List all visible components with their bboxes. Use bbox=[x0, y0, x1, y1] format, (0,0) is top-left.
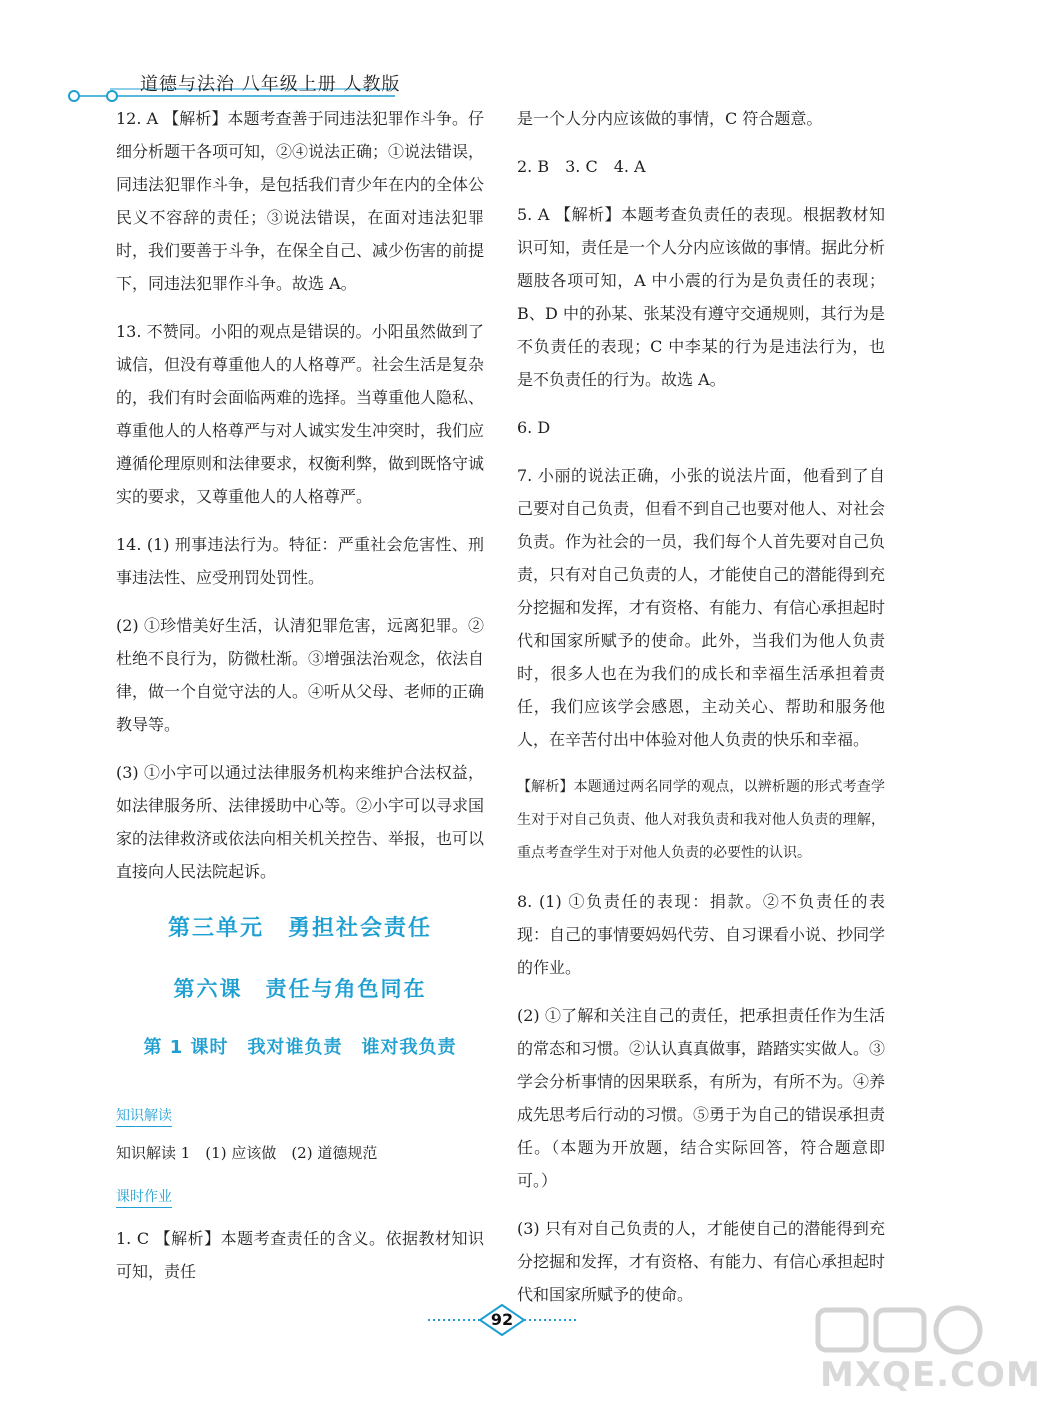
answer-8-1: 8. (1) ①负责任的表现：捐款。②不负责任的表现：自己的事情要妈妈代劳、自习课看小说、抄同学的作业。 bbox=[517, 892, 886, 977]
section-label-homework: 课时作业 bbox=[116, 1187, 172, 1208]
answer-13: 13. 不赞同。小阳的观点是错误的。小阳虽然做到了诚信，但没有尊重他人的人格尊严。社会生活是复杂的，我们有时会面临两难的选择。当尊重他人隐私、尊重他人的人格尊严与对人诚实发生冲突时，我们应遵循伦理原则和法律要求，权衡利弊，做到既恪守诚实的要求，又尊重他人的人格尊严。 bbox=[116, 322, 485, 506]
lesson-title: 第六课 责任与角色同在 bbox=[173, 977, 427, 1001]
section-label-knowledge: 知识解读 bbox=[116, 1106, 172, 1127]
watermark-text: MXQE.COM bbox=[820, 1355, 1041, 1395]
left-column bbox=[116, 102, 484, 1303]
answer-12: 12. A 【解析】本题考查善于同违法犯罪作斗争。仔细分析题干各项可知，②④说法正确；①说法错误，同违法犯罪作斗争，是包括我们青少年在内的全体公民义不容辞的责任；③说法错误，在面对违法犯罪时，我们要善于斗争，在保全自己、减少伤害的前提下，同违法犯罪作斗争。故选 A。 bbox=[116, 109, 485, 293]
page-header bbox=[0, 0, 1000, 110]
answer-8-2: (2) ①了解和关注自己的责任，把承担责任作为生活的常态和习惯。②认认真真做事，踏踏实实做人。③学会分析事情的因果联系，有所为，有所不为。④养成先思考后行动的习惯。⑤勇于为自己的错误承担责任。（本题为开放题，结合实际回答，符合题意即可。） bbox=[517, 1006, 886, 1190]
answer-14-3: (3) ①小宇可以通过法律服务机构来维护合法权益，如法律服务所、法律援助中心等。②小宇可以寻求国家的法律救济或依法向相关机关控告、举报，也可以直接向人民法院起诉。 bbox=[116, 763, 485, 881]
answer-5: 5. A 【解析】本题考查负责任的表现。根据教材知识可知，责任是一个人分内应该做的事情。据此分析题肢各项可知，A 中小震的行为是负责任的表现；B、D 中的孙某、张某没有遵守交通规则，其行为是不负责任的表现；C 中李某的行为是违法行为，也是不负责任的行为。故选 A。 bbox=[517, 205, 886, 389]
page-number: 92 bbox=[490, 1310, 514, 1329]
answer-8-3: (3) 只有对自己负责的人，才能使自己的潜能得到充分挖掘和发挥，才有资格、有能力、有信心承担起时代和国家所赋予的使命。 bbox=[517, 1219, 886, 1304]
answer-14-2: (2) ①珍惜美好生活，认清犯罪危害，远离犯罪。②杜绝不良行为，防微杜渐。③增强法治观念，依法自律，做一个自觉守法的人。④听从父母、老师的正确教导等。 bbox=[116, 616, 485, 734]
answer-2-4: 2. B 3. C 4. A bbox=[517, 157, 646, 176]
right-column bbox=[517, 102, 885, 1326]
answer-1: 1. C 【解析】本题考查责任的含义。依据教材知识可知，责任 bbox=[116, 1229, 484, 1281]
answer-6: 6. D bbox=[517, 418, 551, 437]
knowledge-line: 知识解读 1 (1) 应该做 (2) 道德规范 bbox=[116, 1144, 378, 1162]
unit-title: 第三单元 勇担社会责任 bbox=[167, 916, 432, 941]
period-title: 第 1 课时 我对谁负责 谁对我负责 bbox=[143, 1037, 457, 1058]
answer-14-1: 14. (1) 刑事违法行为。特征：严重社会危害性、刑事违法性、应受刑罚处罚性。 bbox=[116, 535, 484, 587]
header-title: 道德与法治 八年级上册 人教版 bbox=[140, 74, 401, 95]
answer-7: 7. 小丽的说法正确，小张的说法片面，他看到了自己要对自己负责，但看不到自己也要对他人、对社会负责。作为社会的一员，我们每个人首先要对自己负责，只有对自己负责的人，才能使自己的潜能得到充分挖掘和发挥，才有资格、有能力、有信心承担起时代和国家所赋予的使命。此外，当我们为他人负责时，很多人也在为我们的成长和幸福生活承担着责任，我们应该学会感恩，主动关心、帮助和服务他人，在辛苦付出中体验对他人负责的快乐和幸福。 bbox=[517, 466, 886, 749]
answer-1-continued: 是一个人分内应该做的事情，C 符合题意。 bbox=[517, 109, 823, 128]
answer-7-analysis: 【解析】本题通过两名同学的观点，以辨析题的形式考查学生对于对自己负责、他人对我负责和我对他人负责的理解，重点考查学生对于对他人负责的必要性的认识。 bbox=[517, 779, 885, 861]
